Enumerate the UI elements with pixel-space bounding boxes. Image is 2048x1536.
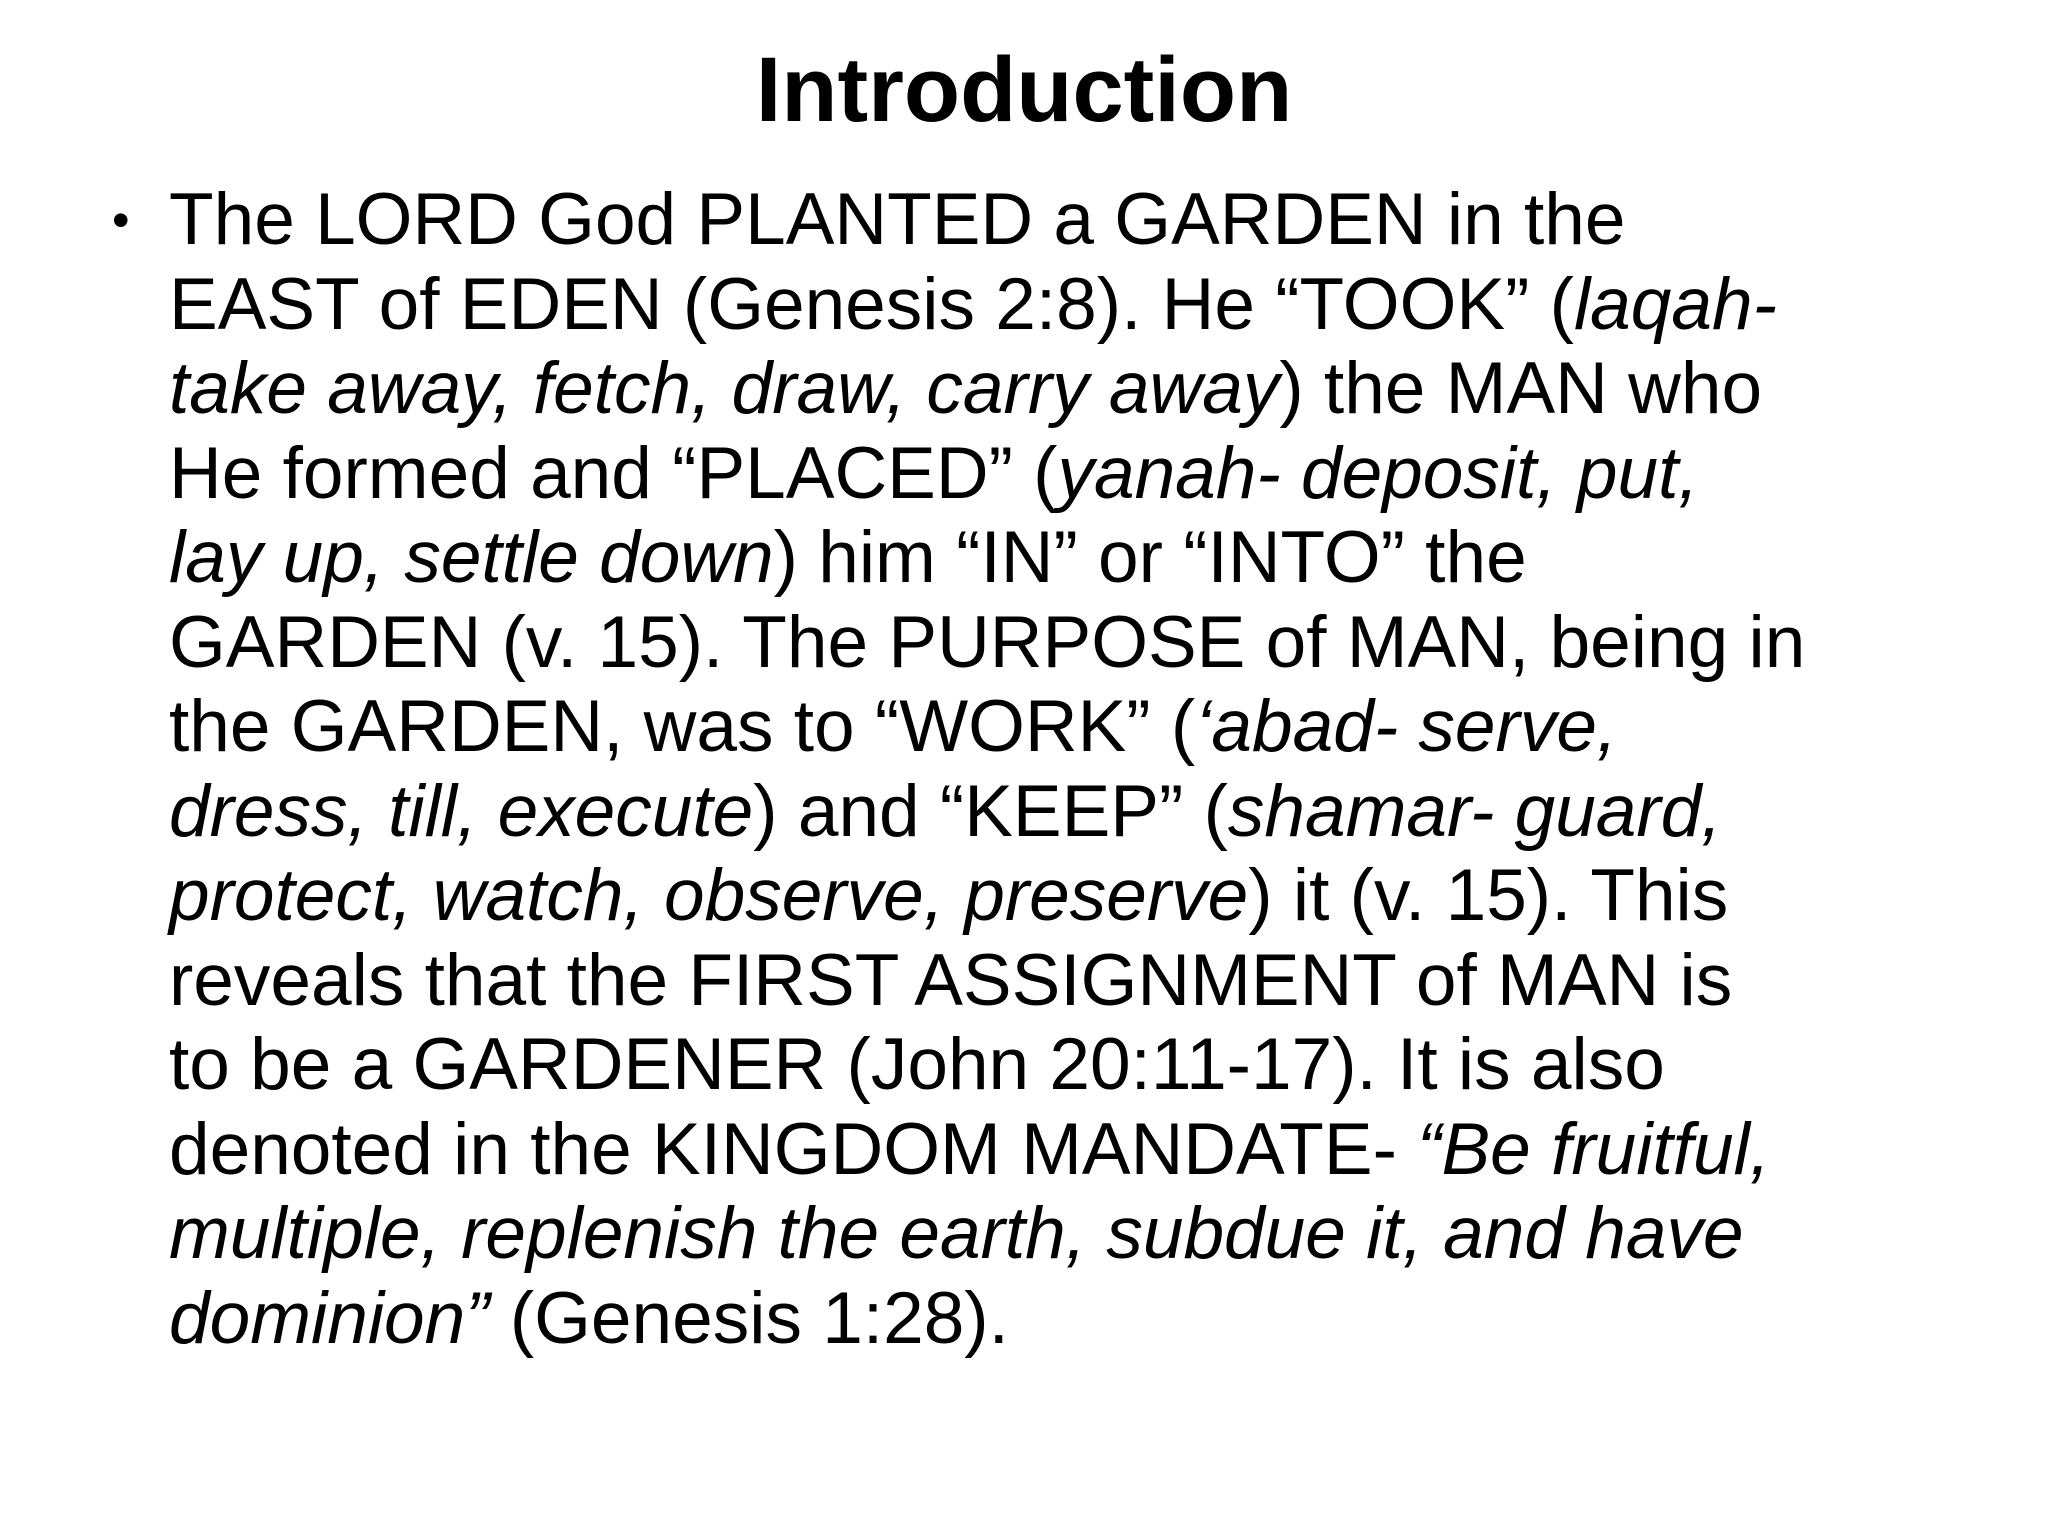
paragraph-line: [169, 1277, 1989, 1362]
italic-text-segment: dress, till, execute: [169, 770, 754, 852]
text-segment: to be a GARDENER (John 20:11-17). It is also: [169, 1024, 1665, 1105]
paragraph-line: [169, 178, 1989, 263]
text-segment: EAST of EDEN (Genesis 2:8). He “TOOK” (: [169, 263, 1574, 345]
text-segment: He formed and “PLACED” (: [169, 432, 1058, 514]
text-segment: denoted in the KINGDOM MANDATE-: [169, 1108, 1418, 1190]
paragraph-line: [169, 601, 1989, 686]
italic-text-segment: take away, fetch, draw, carry away: [169, 348, 1280, 429]
paragraph-line: [169, 1192, 1989, 1277]
text-segment: ) the MAN who: [1279, 348, 1763, 429]
paragraph-line: [169, 854, 1989, 939]
text-segment: reveals that the FIRST ASSIGNMENT of MAN is: [169, 939, 1733, 1021]
text-segment: The LORD God PLANTED a GARDEN in the: [169, 179, 1626, 260]
paragraph-line: [169, 1108, 1989, 1193]
paragraph-line: [169, 770, 1989, 855]
paragraph-line: [169, 685, 1989, 770]
text-segment: ) him “IN” or “INTO” the: [773, 517, 1527, 598]
italic-text-segment: dominion”: [169, 1277, 490, 1359]
italic-text-segment: “Be fruitful,: [1417, 1108, 1771, 1190]
italic-text-segment: multiple, replenish the earth, subdue it, and have: [169, 1193, 1744, 1274]
text-segment: the GARDEN, was to “WORK” (: [169, 686, 1196, 767]
paragraph-line: [169, 432, 1989, 517]
bullet-paragraph: [169, 178, 1989, 1361]
italic-text-segment: yanah- deposit, put,: [1057, 432, 1699, 514]
italic-text-segment: shamar- guard,: [1227, 770, 1722, 852]
italic-text-segment: laqah-: [1573, 263, 1777, 345]
italic-text-segment: lay up, settle down: [169, 517, 774, 598]
slide-title: Introduction: [755, 39, 1293, 141]
bullet-icon: •: [112, 192, 130, 248]
text-segment: ) and “KEEP” (: [753, 770, 1228, 852]
paragraph-line: [169, 1023, 1989, 1108]
text-segment: GARDEN (v. 15). The PURPOSE of MAN, being in: [169, 601, 1806, 683]
paragraph-line: [169, 516, 1989, 601]
italic-text-segment: ‘abad- serve,: [1195, 686, 1618, 767]
paragraph-line: [169, 263, 1989, 348]
paragraph-line: [169, 939, 1989, 1024]
text-segment: ) it (v. 15). This: [1248, 855, 1729, 936]
text-segment: (Genesis 1:28).: [489, 1277, 1009, 1359]
italic-text-segment: protect, watch, observe, preserve: [169, 855, 1249, 936]
paragraph-line: [169, 347, 1989, 432]
